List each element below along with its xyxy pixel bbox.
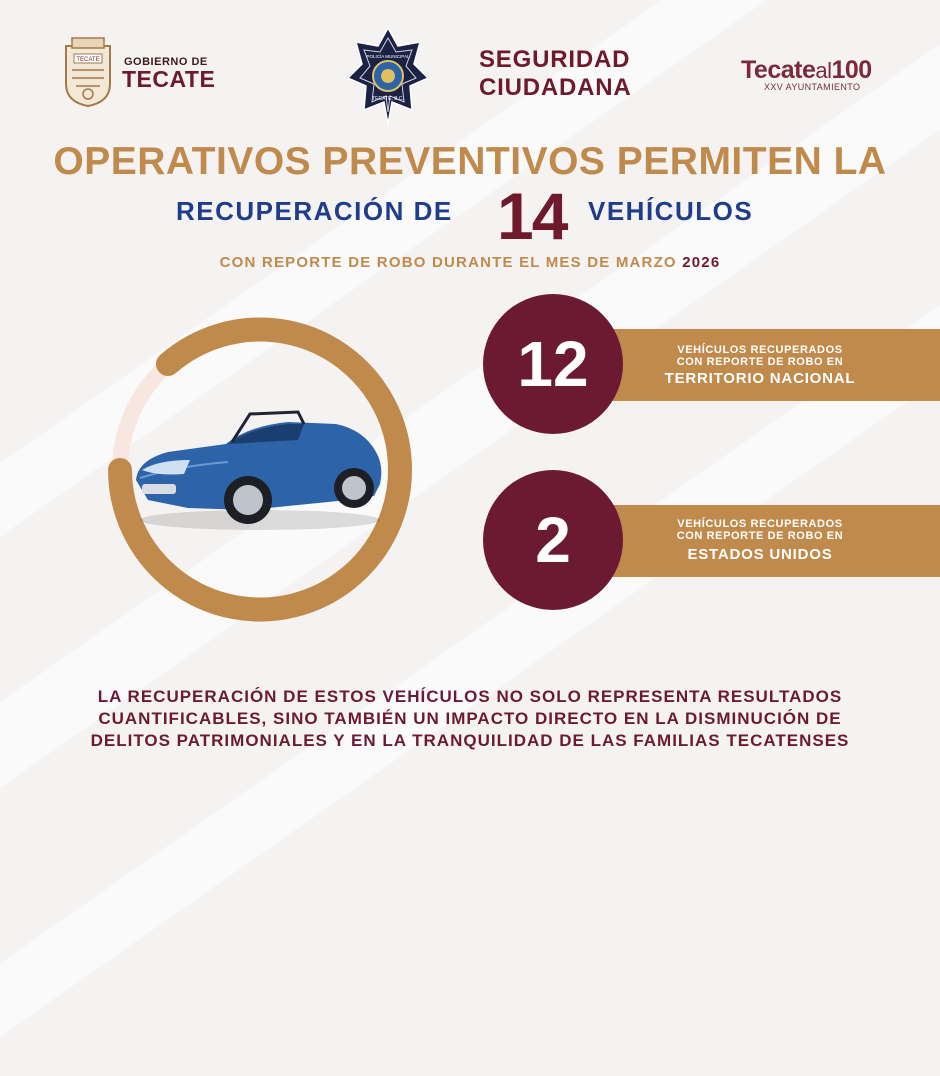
stat-circle-usa: 2	[483, 470, 623, 610]
footer-line3: DELITOS PATRIMONIALES Y EN LA TRANQUILIDAD DE LAS FAMILIAS TECATENSES	[90, 731, 850, 750]
tecate-label: TECATE	[122, 66, 216, 92]
police-badge-logo	[348, 26, 428, 126]
stat-nacional-line2: CON REPORTE DE ROBO EN	[676, 356, 844, 368]
tecate-al-100-logo	[741, 56, 872, 85]
subtitle	[0, 254, 940, 271]
tecate-num: 100	[831, 56, 872, 84]
gobierno-label: GOBIERNO DE	[124, 56, 208, 68]
stat-nacional-place: TERRITORIO NACIONAL	[664, 370, 856, 387]
seguridad-label: SEGURIDAD	[479, 46, 631, 73]
main-title: OPERATIVOS PREVENTIVOS PERMITEN LA	[53, 140, 887, 183]
recuperacion-label: RECUPERACIÓN DE	[176, 196, 453, 226]
svg-text:TECATE, B.C.: TECATE, B.C.	[372, 96, 404, 102]
stat-circle-nacional: 12	[483, 294, 623, 434]
tecate-shield-logo	[62, 36, 114, 108]
vehiculos-label: VEHÍCULOS	[588, 196, 754, 226]
ciudadana-label: CIUDADANA	[479, 74, 632, 101]
footer-statement	[40, 686, 900, 752]
tecate-al: al	[815, 58, 832, 83]
total-count: 14	[497, 179, 567, 253]
convertible-car-image	[128, 400, 390, 534]
stat-usa-place: ESTADOS UNIDOS	[687, 546, 833, 563]
stat-usa-line2: CON REPORTE DE ROBO EN	[676, 530, 844, 542]
stat-usa-line1: VEHÍCULOS RECUPERADOS	[677, 518, 843, 530]
footer-line1: LA RECUPERACIÓN DE ESTOS VEHÍCULOS NO SOLO REPRESENTA RESULTADOS	[97, 687, 843, 706]
subtitle-text: CON REPORTE DE ROBO DURANTE EL MES DE MARZO	[219, 254, 677, 271]
stat-nacional-line1: VEHÍCULOS RECUPERADOS	[677, 344, 843, 356]
ayuntamiento-label: XXV AYUNTAMIENTO	[764, 82, 861, 92]
svg-text:POLICÍA MUNICIPAL: POLICÍA MUNICIPAL	[366, 54, 410, 59]
svg-text:TECATE: TECATE	[76, 57, 100, 63]
footer-line2: CUANTIFICABLES, SINO TAMBIÉN UN IMPACTO DIRECTO EN LA DISMINUCIÓN DE	[98, 709, 842, 728]
subtitle-year: 2026	[682, 254, 721, 271]
tecate-word: Tecate	[741, 56, 816, 84]
